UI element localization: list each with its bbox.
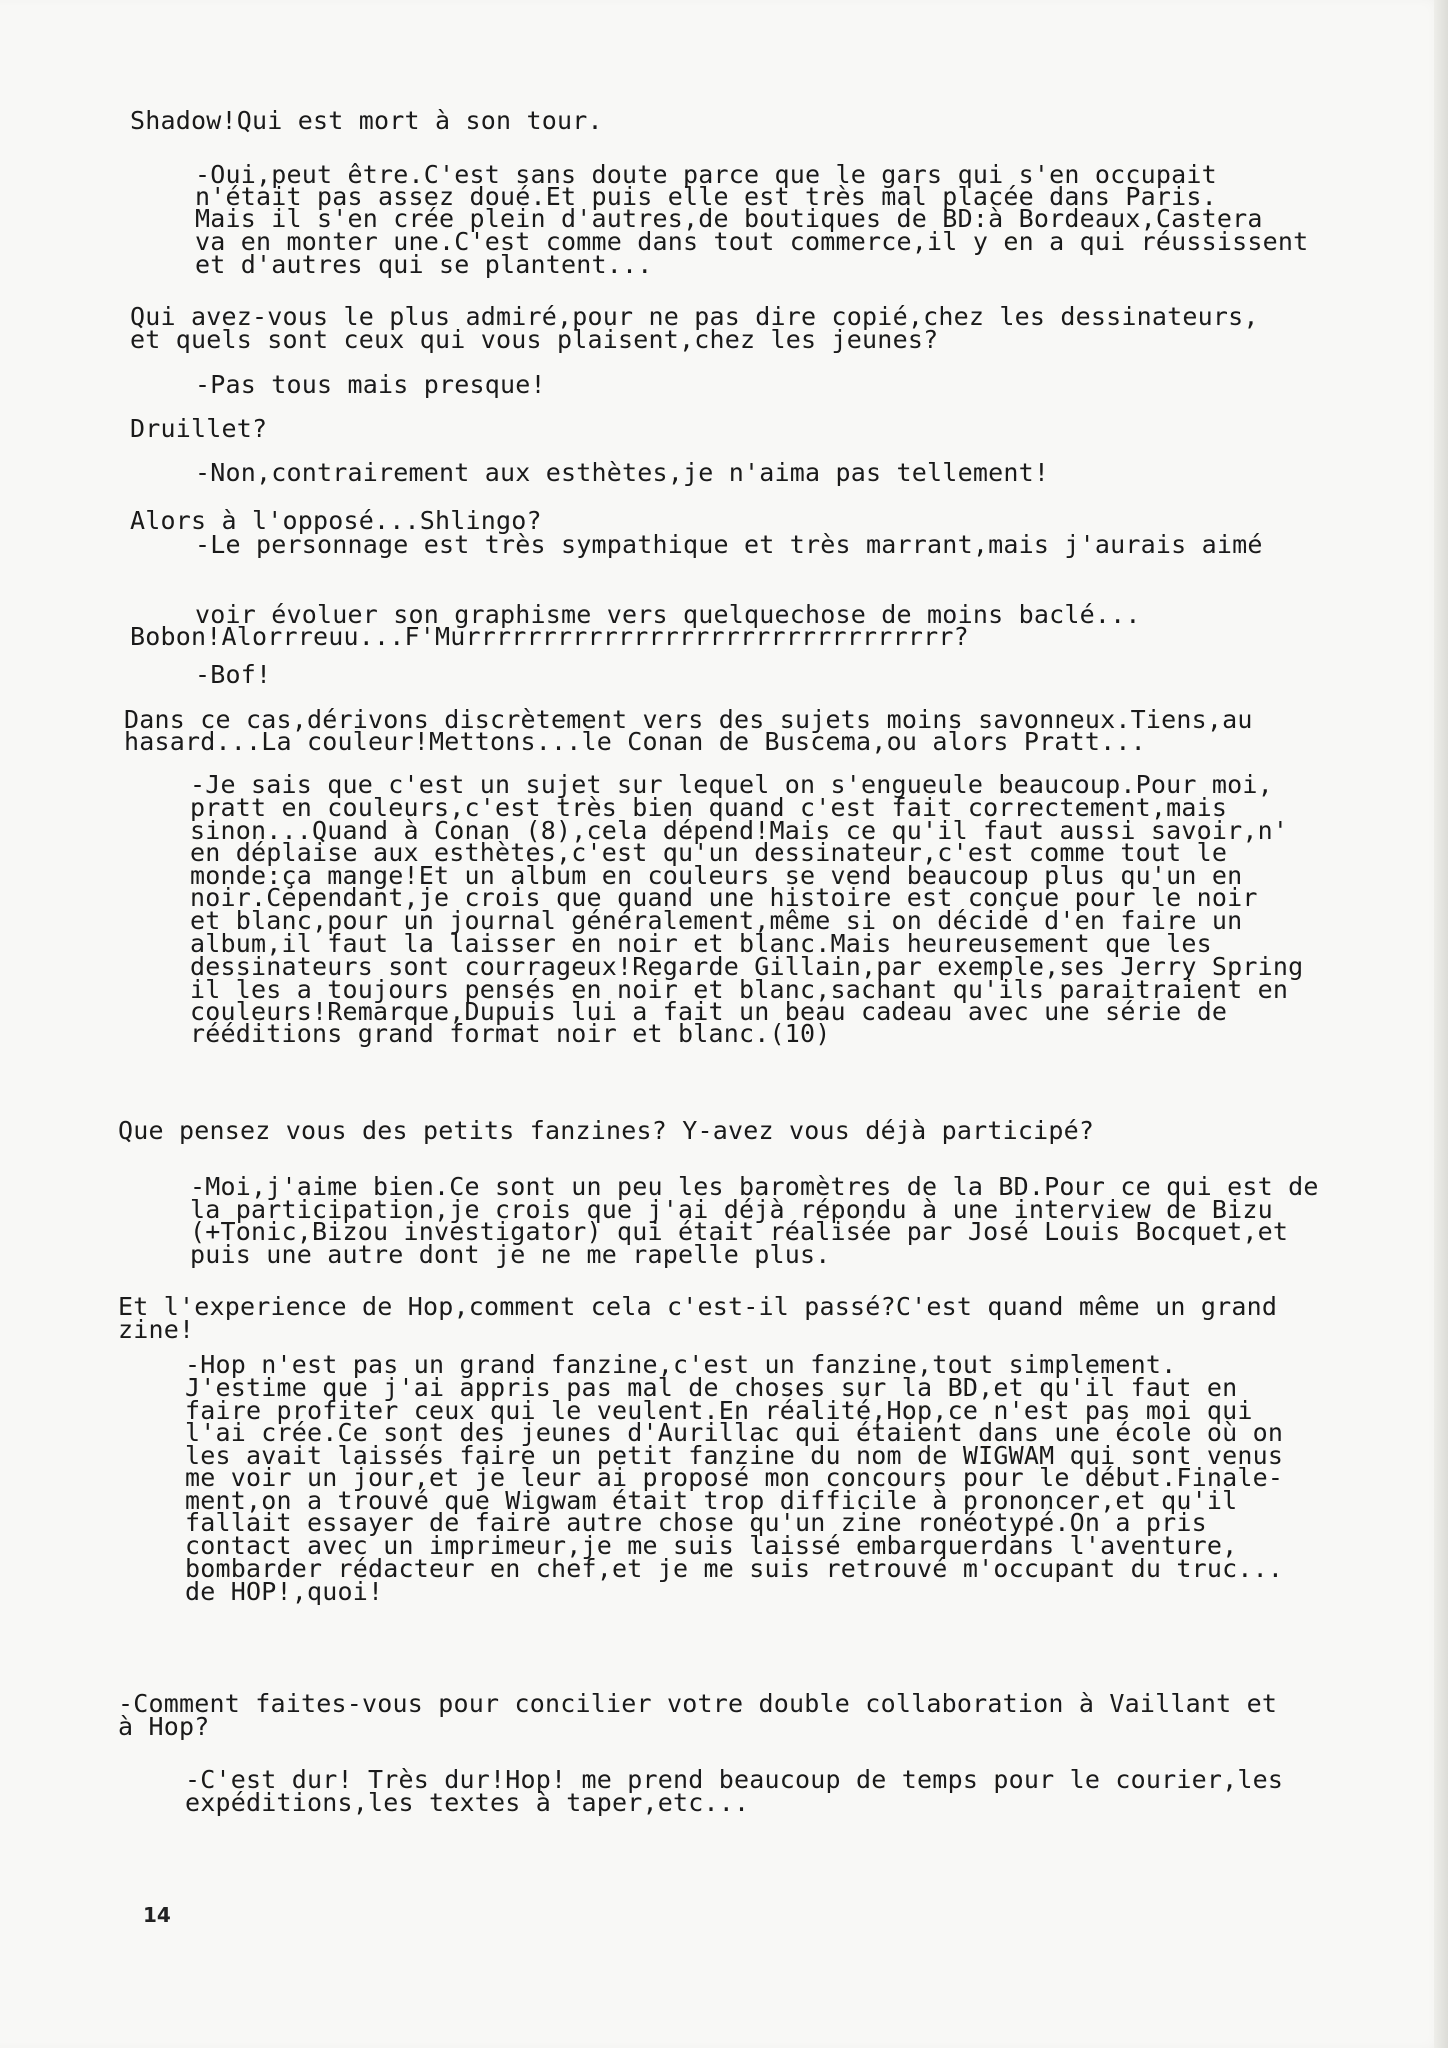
answer-line: couleurs!Remarque,Dupuis lui a fait un beau cadeau avec une série de — [190, 997, 1228, 1026]
answer-line: -Oui,peut être.C'est sans doute parce que le gars qui s'en occupait — [195, 160, 1217, 189]
question-line: Alors à l'opposé...Shlingo? — [130, 506, 542, 535]
answer-line: album,il faut la laisser en noir et blanc.Mais heureusement que les — [190, 929, 1212, 958]
answer-line: il les a toujours pensés en noir et blanc,sachant qu'ils paraitraient en — [190, 975, 1289, 1004]
answer-line: -Pas tous mais presque! — [195, 370, 546, 399]
question-line: Druillet? — [130, 414, 268, 443]
question-line: à Hop? — [118, 1712, 210, 1741]
answer-line: -Moi,j'aime bien.Ce sont un peu les baromètres de la BD.Pour ce qui est de — [190, 1172, 1319, 1201]
answer-line: les avait laissés faire un petit fanzine du nom de WIGWAM qui sont venus — [185, 1441, 1284, 1470]
answer-line: bombarder rédacteur en chef,et je me suis retrouvé m'occupant du truc... — [185, 1554, 1284, 1583]
question-line: hasard...La couleur!Mettons...le Conan de Buscema,ou alors Pratt... — [124, 727, 1146, 756]
page-edge-shadow — [1434, 0, 1448, 2048]
answer-line: J'estime que j'ai appris pas mal de choses sur la BD,et qu'il faut en — [185, 1373, 1238, 1402]
answer-line: ment,on a trouvé que Wigwam était trop difficile à prononcer,et qu'il — [185, 1486, 1238, 1515]
answer-line: fallait essayer de faire autre chose qu'un zine ronéotypé.On a pris — [185, 1508, 1207, 1537]
answer-line: monde:ça mange!Et un album en couleurs se vend beaucoup plus qu'un en — [190, 861, 1243, 890]
answer-line: -Je sais que c'est un sujet sur lequel on s'engueule beaucoup.Pour moi, — [190, 770, 1273, 799]
answer-line: rééditions grand format noir et blanc.(10) — [190, 1019, 831, 1048]
answer-line: sinon...Quand à Conan (8),cela dépend!Mais ce qu'il faut aussi savoir,n' — [190, 816, 1289, 845]
answer-line: Mais il s'en crée plein d'autres,de boutiques de BD:à Bordeaux,Castera — [195, 204, 1263, 233]
answer-line: faire profiter ceux qui le veulent.En réalité,Hop,ce n'est pas moi qui — [185, 1396, 1253, 1425]
question-line: Qui avez-vous le plus admiré,pour ne pas dire copié,chez les dessinateurs, — [130, 302, 1259, 331]
question-line: Et l'experience de Hop,comment cela c'est-il passé?C'est quand même un grand — [118, 1292, 1278, 1321]
answer-line: puis une autre dont je ne me rapelle plus. — [190, 1240, 831, 1269]
answer-line: -Hop n'est pas un grand fanzine,c'est un fanzine,tout simplement. — [185, 1350, 1177, 1379]
answer-line: contact avec un imprimeur,je me suis laissé embarquerdans l'aventure, — [185, 1531, 1238, 1560]
question-line: et quels sont ceux qui vous plaisent,chez les jeunes? — [130, 325, 939, 354]
answer-line: -Le personnage est très sympathique et très marrant,mais j'aurais aimé — [195, 530, 1263, 559]
answer-line: -Bof! — [195, 660, 272, 689]
answer-line: pratt en couleurs,c'est très bien quand c'est fait correctement,mais — [190, 793, 1228, 822]
answer-line: va en monter une.C'est comme dans tout commerce,il y en a qui réussissent — [195, 227, 1309, 256]
answer-line: et d'autres qui se plantent... — [195, 250, 653, 279]
answer-line: de HOP!,quoi! — [185, 1577, 384, 1606]
question-line: Shadow!Qui est mort à son tour. — [130, 106, 603, 135]
answer-line: expéditions,les textes à taper,etc... — [185, 1788, 750, 1817]
question-line: -Comment faites-vous pour concilier votre double collaboration à Vaillant et — [118, 1689, 1278, 1718]
answer-line: noir.Cependant,je crois que quand une histoire est conçue pour le noir — [190, 883, 1258, 912]
question-line: Dans ce cas,dérivons discrètement vers des sujets moins savonneux.Tiens,au — [124, 705, 1253, 734]
answer-line: voir évoluer son graphisme vers quelquechose de moins baclé... — [195, 600, 1141, 629]
answer-line: -Non,contrairement aux esthètes,je n'aima pas tellement! — [195, 458, 1050, 487]
answer-line: dessinateurs sont courrageux!Regarde Gillain,par exemple,ses Jerry Spring — [190, 952, 1304, 981]
question-line: Que pensez vous des petits fanzines? Y-avez vous déjà participé? — [118, 1116, 1095, 1145]
page-number: 14 — [143, 1903, 171, 1927]
answer-line: -C'est dur! Très dur!Hop! me prend beaucoup de temps pour le courier,les — [185, 1765, 1284, 1794]
answer-line: n'était pas assez doué.Et puis elle est très mal placée dans Paris. — [195, 182, 1217, 211]
answer-line: et blanc,pour un journal généralement,même si on décide d'en faire un — [190, 906, 1243, 935]
answer-line: (+Tonic,Bizou investigator) qui était réalisée par José Louis Bocquet,et — [190, 1217, 1289, 1246]
question-line: Bobon!Alorrreuu...F'Murrrrrrrrrrrrrrrrrrrrrrrrrrrrrrrr? — [130, 622, 969, 651]
answer-line: en déplaise aux esthètes,c'est qu'un dessinateur,c'est comme tout le — [190, 838, 1228, 867]
answer-line: me voir un jour,et je leur ai proposé mon concours pour le début.Finale- — [185, 1463, 1284, 1492]
question-line: zine! — [118, 1315, 195, 1344]
answer-line: la participation,je crois que j'ai déjà répondu à une interview de Bizu — [190, 1195, 1273, 1224]
answer-line: l'ai crée.Ce sont des jeunes d'Aurillac qui étaient dans une école où on — [185, 1418, 1284, 1447]
